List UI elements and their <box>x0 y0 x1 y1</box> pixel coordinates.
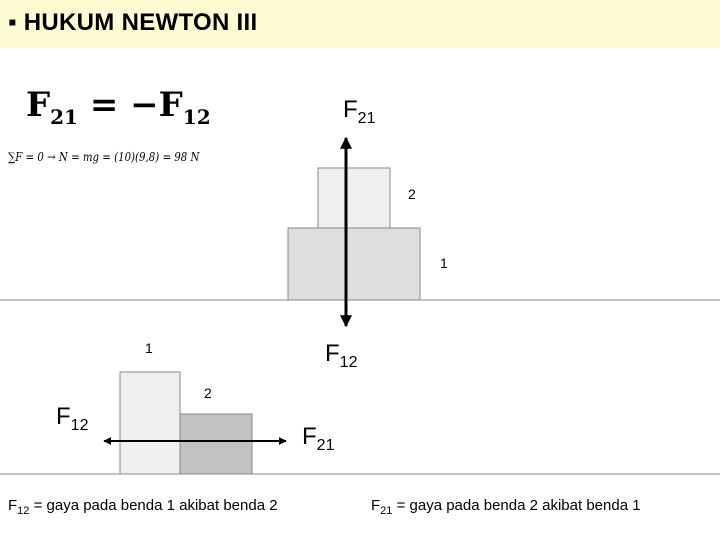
caption-f21 <box>371 497 641 517</box>
slide-title: ▪ HUKUM NEWTON III <box>8 9 258 36</box>
eq-lhs: F <box>26 85 51 125</box>
caption-subscript: 21 <box>380 505 393 517</box>
caption-symbol: F <box>371 497 381 514</box>
force-subscript: 21 <box>357 110 376 127</box>
force-label-f21-bottom <box>302 423 334 455</box>
eq-lhs-sub: 21 <box>50 105 78 129</box>
force-label-f12-bottom <box>56 403 88 435</box>
normal-force-equation: ∑F = 0 → N = mg = (10)(9,8) = 98 N <box>8 150 200 164</box>
block-lower-label: 1 <box>440 255 448 271</box>
force-symbol: F <box>343 96 358 123</box>
block-upper-label: 2 <box>408 186 416 202</box>
force-label-f12-top <box>325 340 357 372</box>
block-right-2 <box>180 414 252 474</box>
caption-symbol: F <box>8 497 18 514</box>
eq-mid: = −F <box>77 85 183 125</box>
force-label-f21-top <box>343 96 375 128</box>
block-lower-1 <box>288 228 420 300</box>
block-left-1 <box>120 372 180 474</box>
caption-subscript: 12 <box>17 505 30 517</box>
eq-rhs-sub: 12 <box>182 105 211 129</box>
block-upper-2 <box>318 168 390 228</box>
caption-f12 <box>8 497 278 517</box>
force-symbol: F <box>325 340 340 367</box>
force-symbol: F <box>302 423 317 450</box>
force-subscript: 12 <box>70 417 89 434</box>
caption-text: = gaya pada benda 1 akibat benda 2 <box>29 497 278 514</box>
block-left-label: 1 <box>145 340 153 356</box>
force-symbol: F <box>56 403 71 430</box>
caption-text: = gaya pada benda 2 akibat benda 1 <box>392 497 641 514</box>
block-right-label: 2 <box>204 385 212 401</box>
force-subscript: 21 <box>316 437 335 454</box>
force-subscript: 12 <box>339 354 358 371</box>
